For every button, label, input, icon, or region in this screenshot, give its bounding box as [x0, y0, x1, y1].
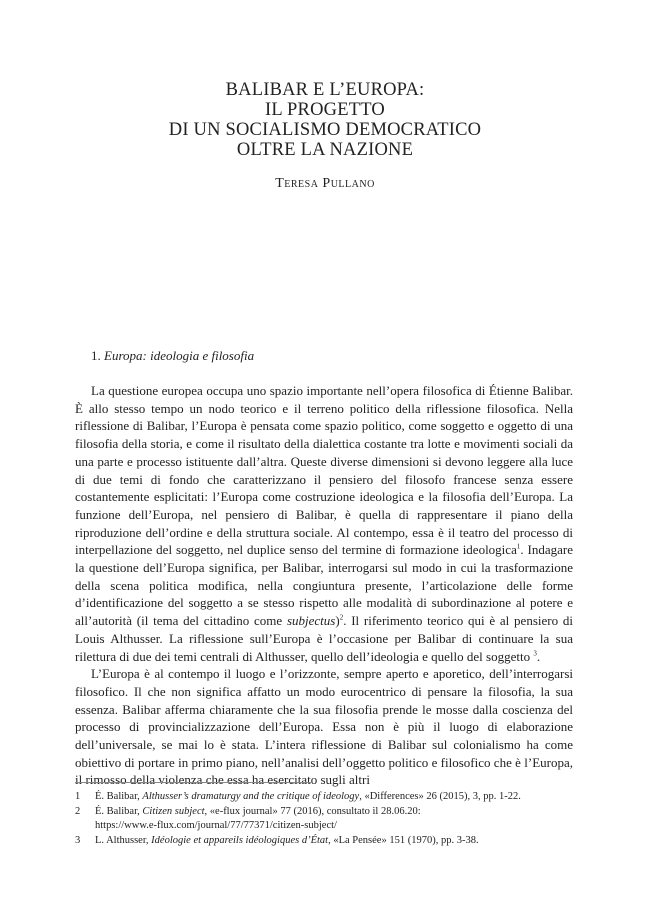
- footnote-3: [75, 834, 575, 848]
- author-name: Teresa Pullano: [275, 176, 375, 191]
- footnote-italic: Idéologie et appareils idéologiques d’État: [151, 834, 329, 846]
- footnote-2: [75, 805, 575, 832]
- paragraph-2: L’Europa è al contempo il luogo e l’orizzonte, sempre aperto e aporetico, dell’interrogarsi filosofico. Il che non significa affatto un modo eurocentrico di pensare la filosofia, la sua essenza. Balibar afferma chiaramente che la sua filosofia prende le mosse dalla coscienza del processo di provincializzazione dell’Europa. Essa non è più il luogo di elaborazione dell’universale, se mai lo è stata. L’intera riflessione di Balibar sul colonialismo ha come obiettivo di portare in primo piano, nell’analisi dell’oggetto politico e filosofico che è l’Europa, il rimosso della violenza che essa ha esercitato sugli altri: [75, 666, 573, 788]
- paragraph-1-part-3: ): [335, 613, 340, 629]
- footnote-url-link[interactable]: https://www.e-flux.com/journal/77/77371/citizen-subject/: [95, 819, 337, 831]
- footnote-number: 3: [75, 834, 81, 846]
- footnote-italic: Citizen subject: [142, 806, 205, 817]
- footnote-pre: L. Althusser,: [95, 834, 152, 846]
- paragraph-1-italic: subjectus: [286, 613, 336, 629]
- body-text: [75, 382, 573, 789]
- footnote-pre: É. Balibar,: [95, 791, 143, 802]
- article-title: [0, 80, 650, 160]
- footnote-divider: [75, 782, 311, 783]
- footnote-post: , «e-flux journal» 77 (2016), consultato il 28.06.20:: [204, 806, 421, 817]
- footnote-number: 1: [75, 791, 81, 802]
- title-line-4: OLTRE LA NAZIONE: [236, 140, 414, 160]
- paragraph-1-part-5: .: [536, 648, 541, 664]
- section-heading: [91, 348, 254, 364]
- footnote-1: [75, 790, 575, 804]
- footnote-text: [95, 834, 575, 848]
- title-line-3: DI UN SOCIALISMO DEMOCRATICO: [168, 120, 482, 140]
- footnotes: [75, 790, 575, 849]
- footnote-text: [95, 790, 575, 804]
- footnote-post: , «Differences» 26 (2015), 3, pp. 1-22.: [359, 791, 521, 802]
- footnote-post: , «La Pensée» 151 (1970), pp. 3-38.: [328, 834, 479, 846]
- footnote-ref-1[interactable]: 1: [516, 543, 521, 551]
- footnote-ref-3[interactable]: 3: [533, 649, 537, 658]
- paragraph-1-part-1: La questione europea occupa uno spazio importante nell’opera filosofica di Étienne Balibar. È allo stesso tempo un nodo teorico e il terreno politico della riflessione filosofica. Nella riflessione di Balibar, l’Europa è pensata come spazio politico, come soggetto e oggetto di una filosofia della storia, e come il risultato della dialettica costante tra lotte e movimenti sociali da una parte e processo istituente dall’altra. Queste diverse dimensioni si devono leggere alla luce di due temi di fondo che caratterizzano il pensiero del filosofo francese senza essere costantemente esplicitati: l’Europa come costruzione ideologica e la filosofia dell’Europa. La funzione dell’Europa, nel pensiero di Balibar, è quella di rappresentare il piano della riproduzione dell’ordine e della struttura sociale. Al contempo, essa è il teatro del processo di interpellazione del soggetto, nel duplice senso del termine di formazione ideologica: [75, 383, 573, 558]
- footnote-pre: É. Balibar,: [95, 806, 143, 817]
- paragraph-1-part-2: . Indagare la questione dell’Europa significa, per Balibar, interrogarsi sul modo in cui la trasformazione della scena politica modifica, nella congiuntura presente, l’articolazione delle forme d’identificazione del soggetto a se stesso rispetto alle modalità di subordinazione al potere e all’autorità (il tema del cittadino come: [75, 542, 573, 629]
- title-line-1: BALIBAR E L’EUROPA:: [225, 80, 425, 100]
- title-line-2: IL PROGETTO: [265, 100, 385, 120]
- footnote-ref-2[interactable]: 2: [339, 613, 344, 622]
- section-title: Europa: ideologia e filosofia: [104, 348, 255, 363]
- footnote-number: 2: [75, 806, 81, 817]
- section-number: 1.: [91, 348, 101, 363]
- footnote-italic: Althusser’s dramaturgy and the critique of ideology: [142, 791, 360, 802]
- paragraph-1: [75, 382, 573, 665]
- paragraph-1-part-4: . Il riferimento teorico qui è al pensiero di Louis Althusser. La riflessione sull’Europa è l’occasione per Balibar di continuare la sua rilettura di due dei temi centrali di Althusser, quello dell’ideologia e quello del soggetto: [75, 613, 573, 664]
- footnote-text: [95, 805, 575, 832]
